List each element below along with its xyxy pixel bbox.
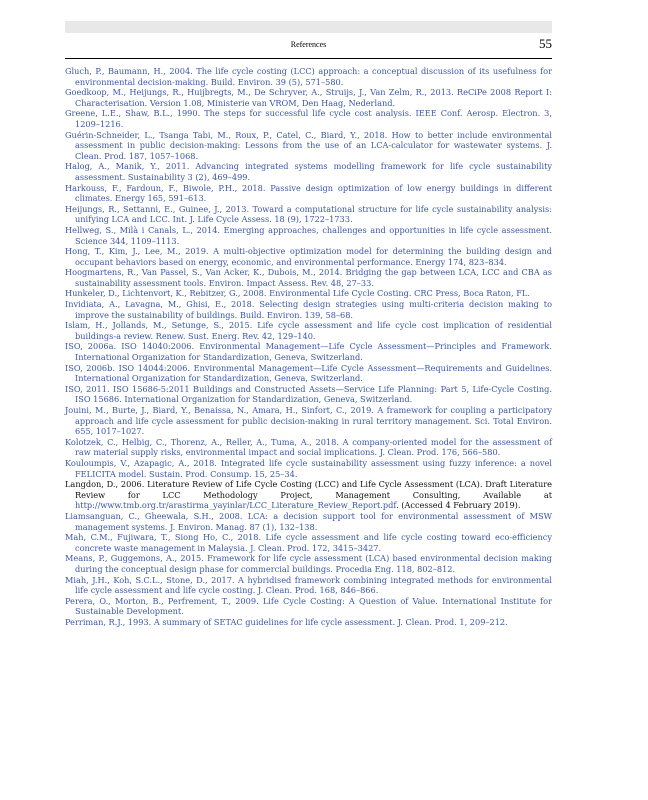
- reference-entry[interactable]: [65, 299, 552, 320]
- header-band: [65, 21, 552, 33]
- reference-text: Harkouss, F., Fardoun, F., Biwole, P.H., 2018. Passive design optimization of low energy buildings in different climates. Energy 165, 591–613.: [65, 182, 552, 204]
- reference-text: Islam, H., Jollands, M., Setunge, S., 2015. Life cycle assessment and life cycle cost implication of residential buildings-a review. Renew. Sust. Energ. Rev. 42, 129–140.: [65, 320, 552, 341]
- reference-entry[interactable]: [65, 108, 552, 129]
- reference-entry[interactable]: [65, 532, 552, 553]
- reference-entry[interactable]: [65, 225, 552, 246]
- reference-entry[interactable]: [65, 267, 552, 288]
- reference-text: Hoogmartens, R., Van Passel, S., Van Acker, K., Dubois, M., 2014. Bridging the gap between LCA, LCC and CBA as sustainability assessment tools. Environ. Impact Assess. Rev. 48, 27–33.: [65, 267, 552, 288]
- reference-entry[interactable]: [65, 405, 552, 437]
- reference-text: ISO, 2011. ISO 15686-5:2011 Buildings and Constructed Assets—Service Life Planning: Part 5, Life-Cycle Costing. ISO 15686. International Organization for Standardization, Geneva, Switzerland.: [65, 383, 552, 405]
- reference-entry[interactable]: [65, 161, 552, 182]
- reference-text: Heijungs, R., Settanni, E., Guinee, J., 2013. Toward a computational structure for life cycle sustainability analysis: unifying LCA and LCC. Int. J. Life Cycle Assess. 18 (9), 1722–1733.: [65, 203, 552, 225]
- reference-text: Means, P., Guggemons, A., 2015. Framework for life cycle assessment (LCA) based environmental decision making during the conceptual design phase for commercial buildings. Procedia Eng. 118, 802–812.: [65, 553, 552, 574]
- reference-text: Mah, C.M., Fujiwara, T., Siong Ho, C., 2018. Life cycle assessment and life cycle costing toward eco-efficiency concrete waste management in Malaysia. J. Clean. Prod. 172, 3415–3427.: [65, 532, 552, 553]
- reference-text: Kouloumpis, V., Azapagic, A., 2018. Integrated life cycle sustainability assessment using fuzzy inference: a novel FELICITA model. Sustain. Prod. Consump. 15, 25–34.: [65, 457, 552, 479]
- reference-entry[interactable]: [65, 66, 552, 87]
- reference-entry: [65, 479, 552, 511]
- reference-text: Greene, L.E., Shaw, B.L., 1990. The steps for successful life cycle cost analysis. IEEE Conf. Aerosp. Electron. 3, 1209–1216.: [65, 108, 552, 129]
- reference-url-link[interactable]: http://www.tmb.org.tr/arastirma_yayinlar/LCC_Literature_Review_Report.pdf: [75, 500, 397, 511]
- reference-text: Hellweg, S., Milà i Canals, L., 2014. Emerging approaches, challenges and opportunities in life cycle assessment. Science 344, 1109–1113.: [65, 224, 552, 246]
- reference-suffix: . (Accessed 4 February 2019).: [396, 500, 521, 511]
- reference-text: Perriman, R.J., 1993. A summary of SETAC guidelines for life cycle assessment. J. Clean. Prod. 1, 209–212.: [65, 616, 508, 627]
- reference-text: Jouini, M., Burte, J., Biard, Y., Benaissa, N., Amara, H., Sinfort, C., 2019. A framework for coupling a participatory approach and life cycle assessment for public decision-making in rural territory management. Sci. Total Environ. 655, 1017–1027.: [65, 405, 552, 437]
- reference-text: Liamsanguan, C., Gheewala, S.H., 2008. LCA: a decision support tool for environmental assessment of MSW management systems. J. Environ. Manag. 87 (1), 132–138.: [65, 510, 552, 532]
- reference-entry[interactable]: [65, 288, 552, 299]
- reference-text: Goedkoop, M., Heijungs, R., Huijbregts, M., De Schryver, A., Struijs, J., Van Zelm, R., 2013. ReCiPe 2008 Report I: Characterisation. Version 1.08, Ministerie van VROM, Den Haag, Nederland.: [65, 87, 552, 108]
- page-number: 55: [539, 36, 552, 51]
- reference-entry[interactable]: [65, 363, 552, 384]
- header-rule: [65, 58, 552, 59]
- reference-entry[interactable]: [65, 511, 552, 532]
- reference-text: Invidiata, A., Lavagna, M., Ghisi, E., 2018. Selecting design strategies using multi-criteria decision making to improve the sustainability of buildings. Build. Environ. 139, 58–68.: [65, 299, 552, 320]
- reference-text: Guérin-Schneider, L., Tsanga Tabi, M., Roux, P., Catel, C., Biard, Y., 2018. How to better include environmental assessment in public decision-making: Lessons from the use of an LCA-calculator for wastewater systems. J. Clean. Prod. 187, 1057–1068.: [65, 129, 552, 161]
- reference-entry[interactable]: [65, 575, 552, 596]
- reference-entry[interactable]: [65, 246, 552, 267]
- reference-text: Langdon, D., 2006. Literature Review of Life Cycle Costing (LCC) and Life Cycle Assessment (LCA). Draft Literature Review for LCC Methodology Project, Management Consulting, Available at: [65, 479, 552, 500]
- reference-text: ISO, 2006b. ISO 14044:2006. Environmental Management—Life Cycle Assessment—Requirements and Guidelines. International Organization for Standardization, Geneva, Switzerland.: [65, 362, 552, 384]
- running-title: References: [290, 40, 327, 49]
- reference-entry[interactable]: [65, 320, 552, 341]
- reference-entry[interactable]: [65, 183, 552, 204]
- reference-entry[interactable]: [65, 596, 552, 617]
- reference-entry[interactable]: [65, 384, 552, 405]
- reference-entry[interactable]: [65, 437, 552, 458]
- reference-entry[interactable]: [65, 130, 552, 162]
- reference-entry[interactable]: [65, 458, 552, 479]
- reference-text: Perera, O., Morton, B., Perfrement, T., 2009. Life Cycle Costing: A Question of Value. International Institute for Sustainable Development.: [65, 595, 552, 617]
- reference-entry[interactable]: [65, 553, 552, 574]
- reference-entry[interactable]: [65, 204, 552, 225]
- reference-entry[interactable]: [65, 87, 552, 108]
- reference-text: Halog, A., Manik, Y., 2011. Advancing integrated systems modelling framework for life cycle sustainability assessment. Sustainability 3 (2), 469–499.: [65, 161, 552, 182]
- reference-entry[interactable]: [65, 341, 552, 362]
- reference-entry[interactable]: [65, 617, 552, 628]
- reference-text: Miah, J.H., Koh, S.C.L., Stone, D., 2017. A hybridised framework combining integrated methods for environmental life cycle assessment and life cycle costing. J. Clean. Prod. 168, 846–866.: [65, 574, 552, 596]
- reference-list: [65, 66, 552, 627]
- reference-text: Gluch, P., Baumann, H., 2004. The life cycle costing (LCC) approach: a conceptual discussion of its usefulness for environmental decision-making. Build. Environ. 39 (5), 571–580.: [65, 66, 552, 87]
- reference-text: Kolotzek, C., Helbig, C., Thorenz, A., Reller, A., Tuma, A., 2018. A company-oriented model for the assessment of raw material supply risks, environmental impact and social implications. J. Clean. Prod. 176, 566–580.: [65, 436, 552, 458]
- reference-text: Hong, T., Kim, J., Lee, M., 2019. A multi-objective optimization model for determining the building design and occupant behaviors based on energy, economic, and environmental performance. Energy 174, 823–834.: [65, 246, 552, 267]
- reference-text: ISO, 2006a. ISO 14040:2006. Environmental Management—Life Cycle Assessment—Principles and Framework. International Organization for Standardization, Geneva, Switzerland.: [65, 341, 552, 363]
- reference-text: Hunkeler, D., Lichtenvort, K., Rebitzer, G., 2008. Environmental Life Cycle Costing. CRC Press, Boca Raton, FL.: [65, 288, 530, 299]
